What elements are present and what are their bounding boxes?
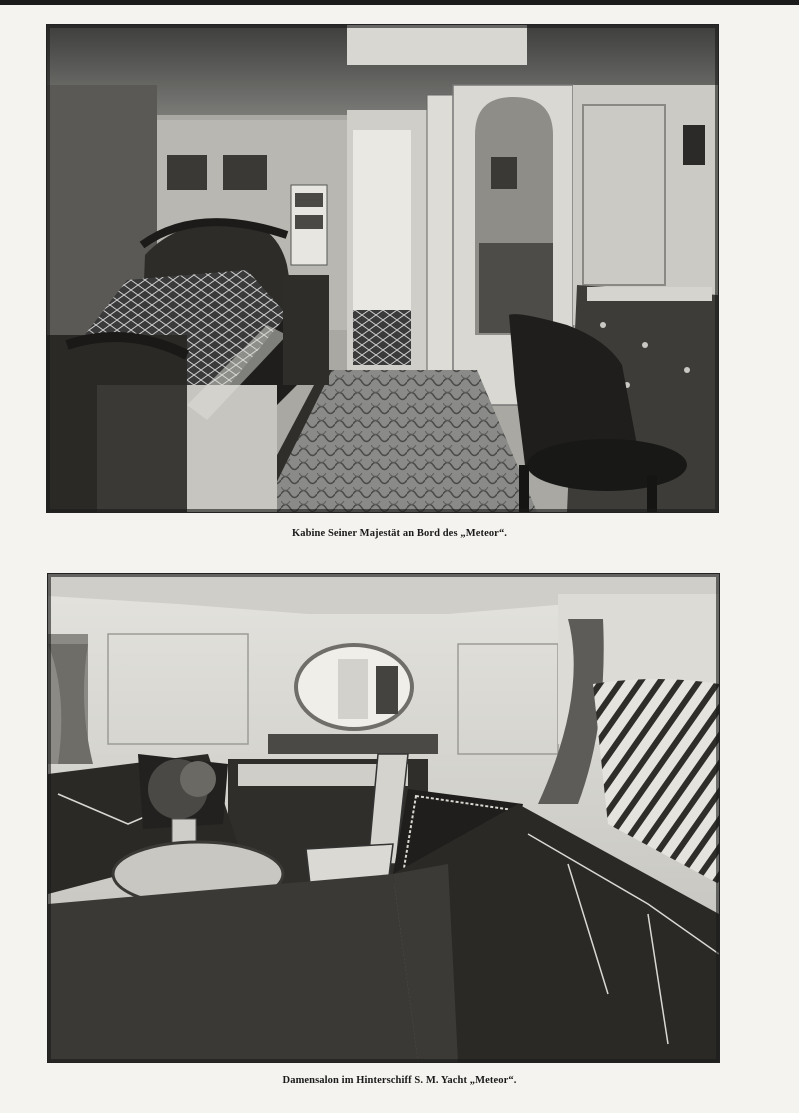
salon-photograph (47, 573, 720, 1063)
cabin-photograph (46, 24, 719, 513)
page-top-edge (0, 0, 799, 5)
cabin-caption: Kabine Seiner Majestät an Bord des „Meteor“. (291, 528, 508, 539)
salon-caption: Damensalon im Hinterschiff S. M. Yacht „Meteor“. (282, 1075, 517, 1086)
